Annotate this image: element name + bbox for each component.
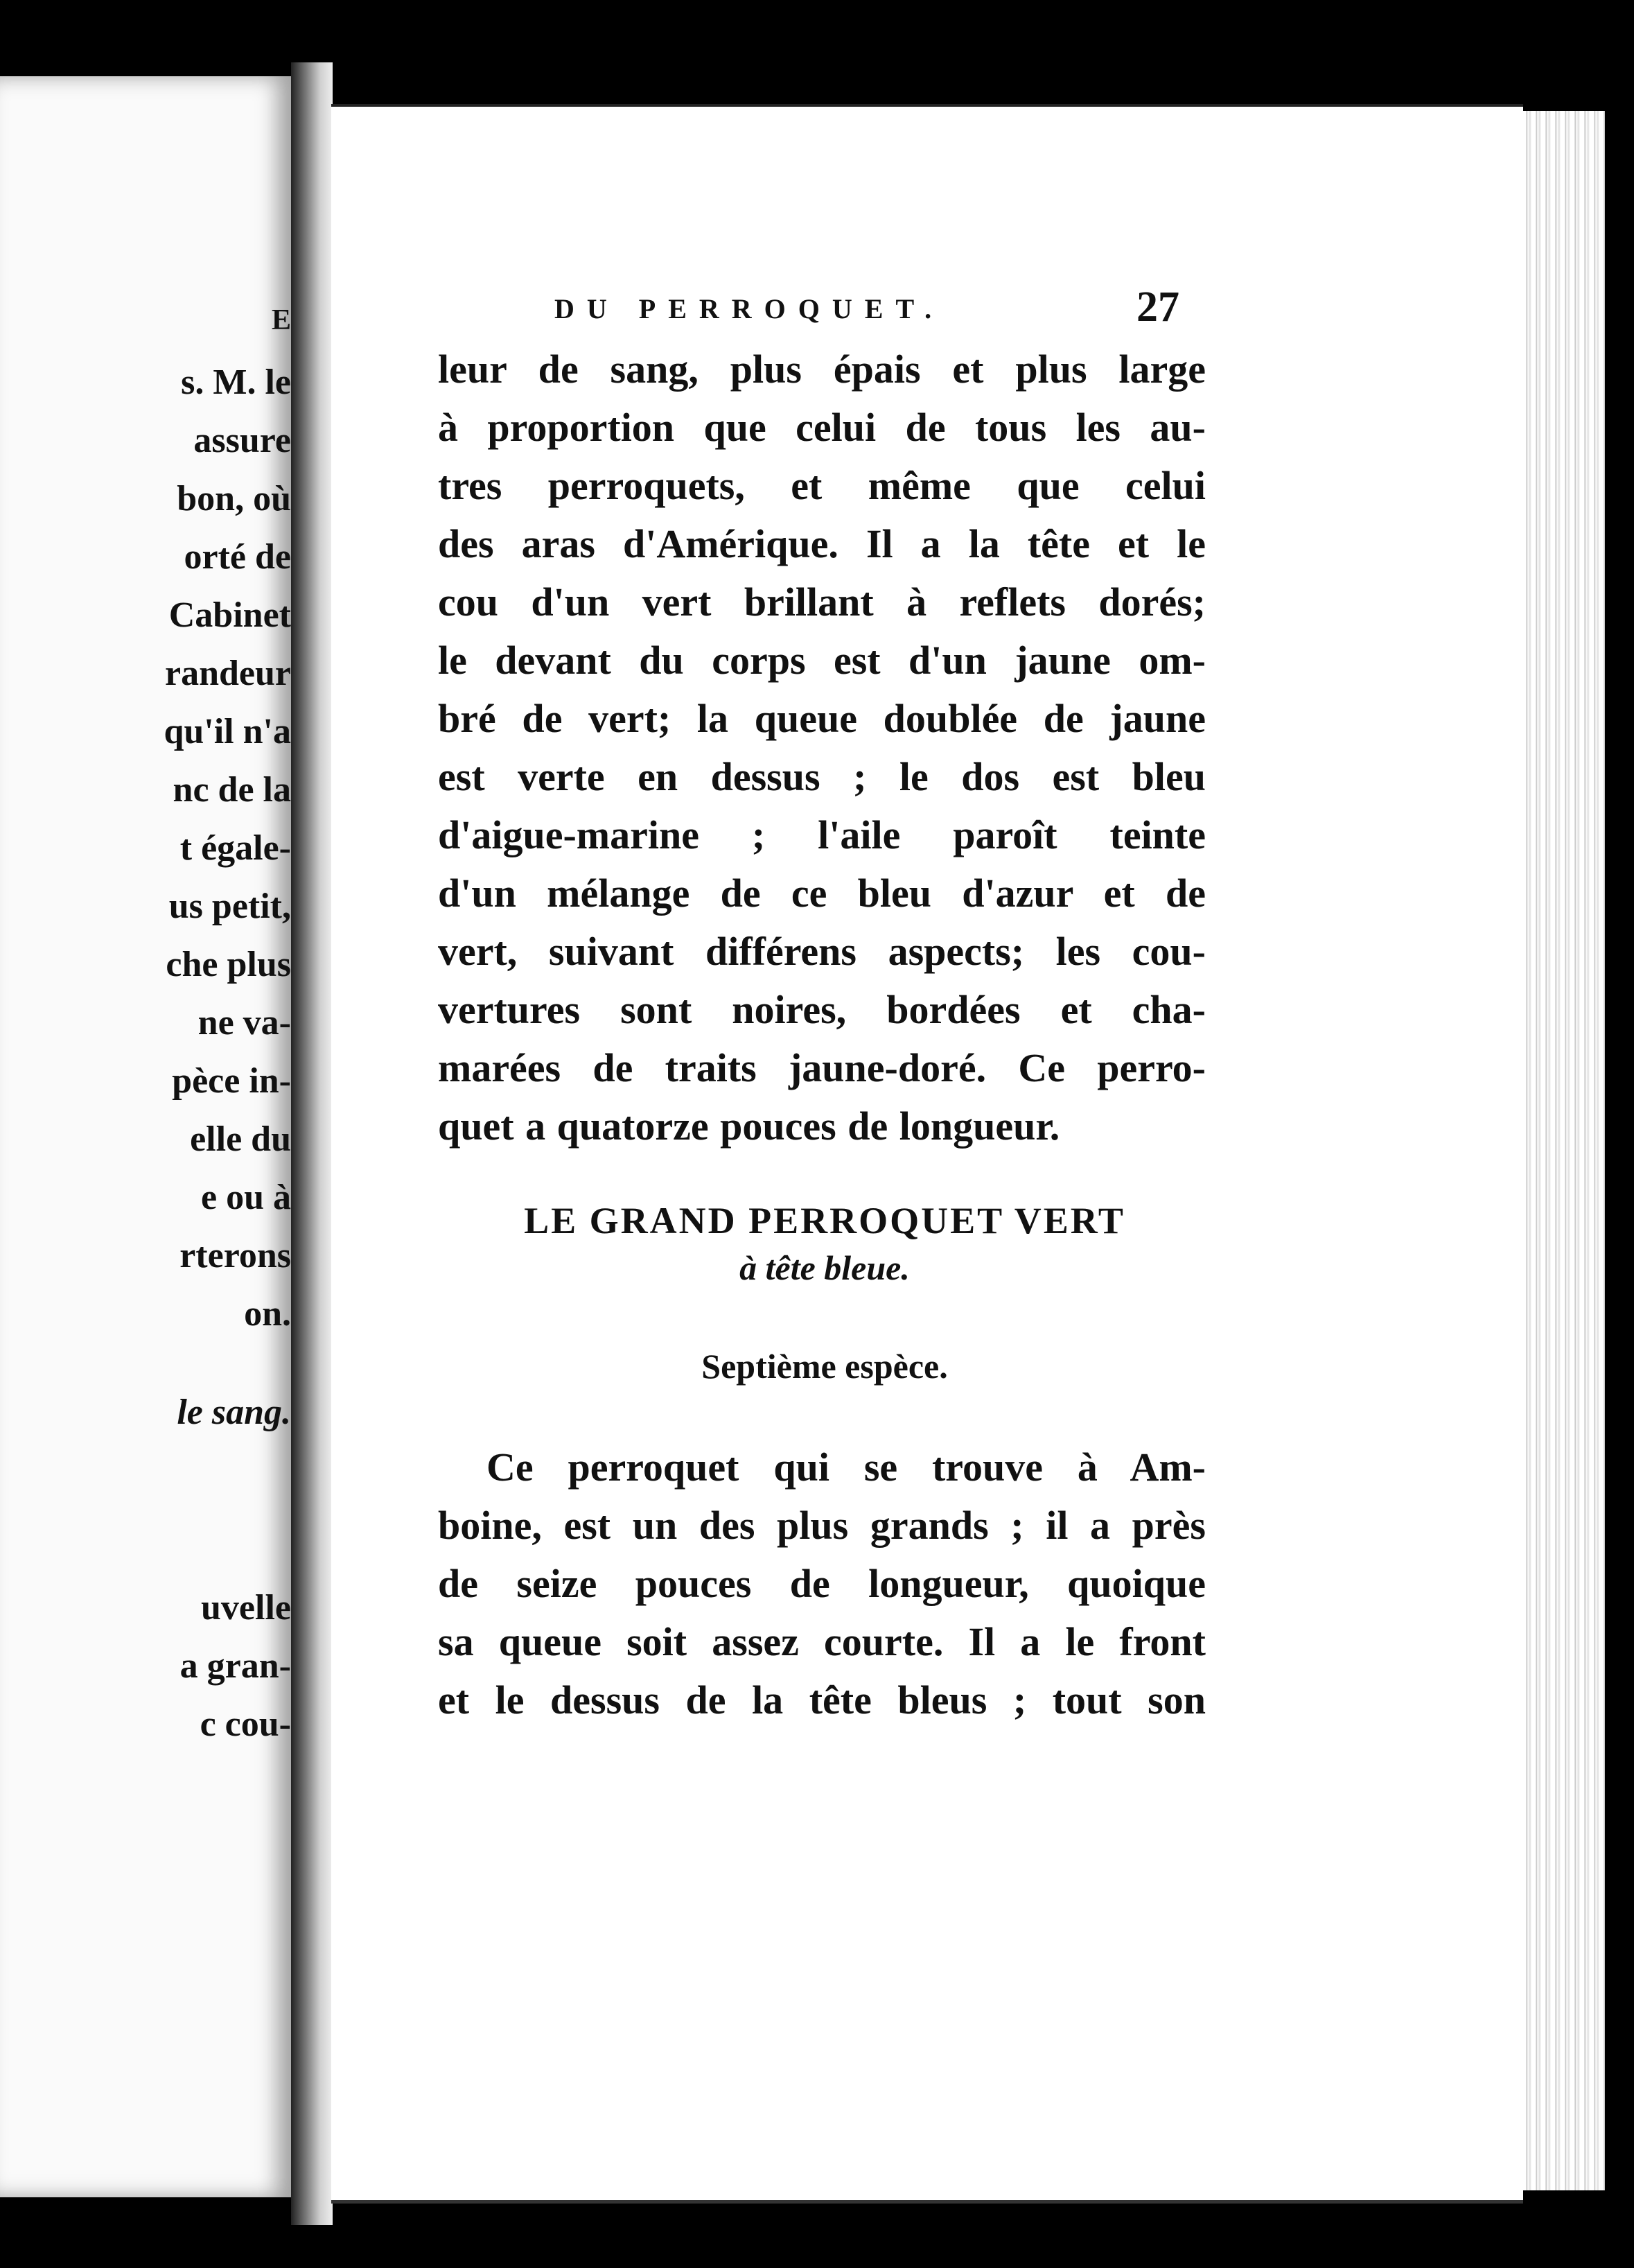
section-heading: LE GRAND PERROQUET VERT <box>524 1200 1125 1241</box>
left-line: c cou- <box>200 1704 291 1744</box>
left-line: elle du <box>190 1119 291 1159</box>
left-line: Cabinet <box>168 595 291 635</box>
text-line: des aras d'Amérique. Il a la tête et le <box>438 521 1206 566</box>
left-line: e ou à <box>201 1178 291 1217</box>
left-line: nc de la <box>173 770 291 810</box>
text-line: d'un mélange de ce bleu d'azur et de <box>438 871 1206 916</box>
left-line: s. M. le <box>181 363 291 402</box>
left-line: bon, où <box>177 479 291 518</box>
left-page-fragment <box>0 76 295 2197</box>
left-line: a gran- <box>179 1646 291 1686</box>
left-line: qu'il n'a <box>164 712 291 751</box>
left-line: orté de <box>184 537 291 577</box>
text-line: leur de sang, plus épais et plus large <box>438 347 1206 392</box>
text-line: marées de traits jaune-doré. Ce perro- <box>438 1045 1206 1090</box>
left-line: assure <box>193 421 291 460</box>
page-edges <box>1522 111 1609 2190</box>
text-line: d'aigue-marine ; l'aile paroît teinte <box>438 812 1206 857</box>
text-line: Ce perroquet qui se trouve à Am- <box>486 1445 1206 1490</box>
book-gutter <box>291 62 333 2225</box>
left-line: E <box>271 304 291 336</box>
text-line: à proportion que celui de tous les au- <box>438 405 1206 450</box>
text-line: vert, suivant différens aspects; les cou- <box>438 929 1206 974</box>
left-line: le sang. <box>177 1393 291 1432</box>
left-line: uvelle <box>201 1588 291 1628</box>
text-line: et le dessus de la tête bleus ; tout son <box>438 1677 1206 1722</box>
text-line: sa queue soit assez courte. Il a le front <box>438 1619 1206 1664</box>
text-line: boine, est un des plus grands ; il a près <box>438 1503 1206 1548</box>
text-line: bré de vert; la queue doublée de jaune <box>438 696 1206 741</box>
text-line: quet a quatorze pouces de longueur. <box>438 1104 1060 1149</box>
left-line: rterons <box>179 1236 291 1275</box>
section-subheading: à tête bleue. <box>739 1248 910 1287</box>
text-line: tres perroquets, et même que celui <box>438 463 1206 508</box>
text-line: de seize pouces de longueur, quoique <box>438 1561 1206 1606</box>
text-line: cou d'un vert brillant à reflets dorés; <box>438 579 1206 625</box>
left-line: randeur <box>165 654 291 693</box>
left-line: che plus <box>166 945 291 984</box>
text-line: le devant du corps est d'un jaune om- <box>438 638 1206 683</box>
left-line: t égale- <box>179 828 291 868</box>
left-line: on. <box>244 1294 291 1334</box>
text-line: est verte en dessus ; le dos est bleu <box>438 754 1206 799</box>
species-label: Septième espèce. <box>701 1347 948 1386</box>
left-line: us petit, <box>168 887 291 926</box>
left-line: pèce in- <box>172 1061 291 1101</box>
text-line: vertures sont noires, bordées et cha- <box>438 987 1206 1032</box>
left-line: ne va- <box>197 1003 291 1043</box>
running-head: DU PERROQUET. <box>554 293 945 324</box>
page-number: 27 <box>1136 284 1179 331</box>
